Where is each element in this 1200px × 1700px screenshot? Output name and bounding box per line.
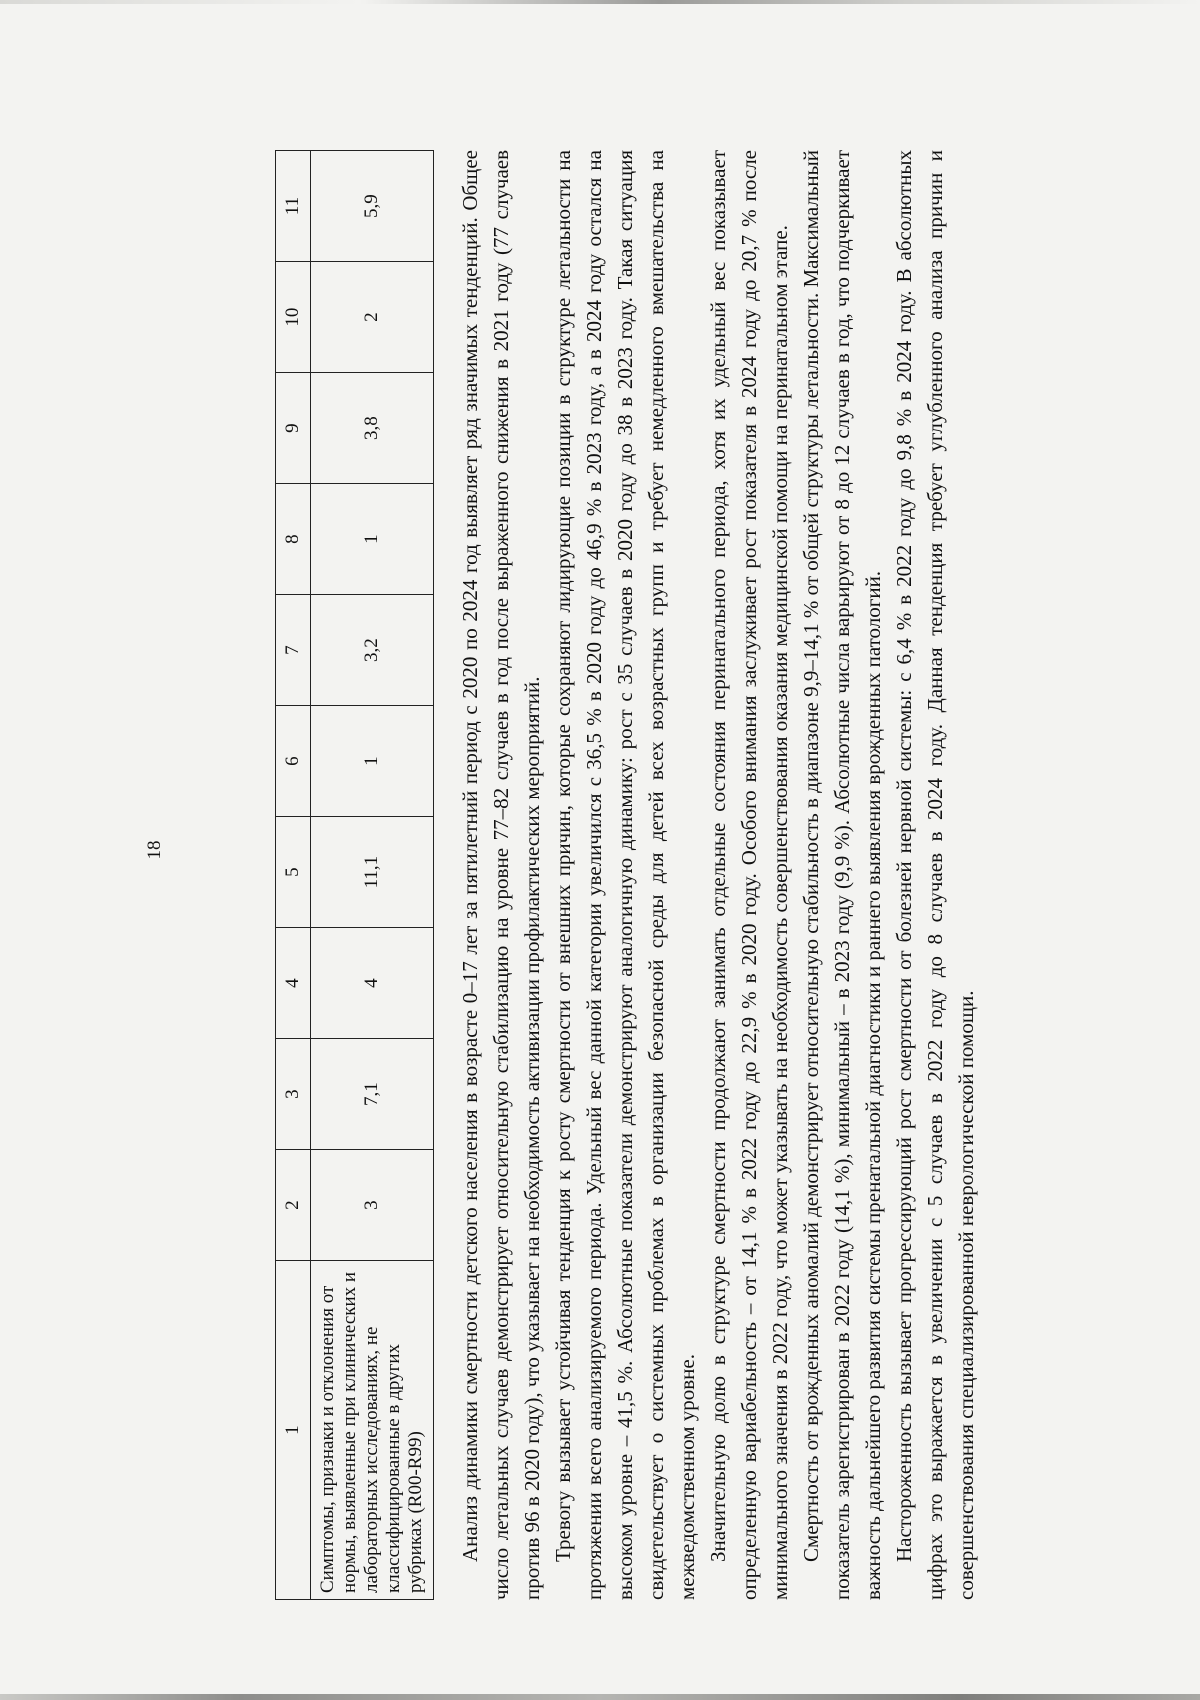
row-label-cell: Симптомы, признаки и отклонения от нормы, выявленные при клинических и лабораторных исследованиях, не классифицированные в других рубриках (R00-R99) bbox=[311, 1261, 434, 1600]
table-header-cell: 10 bbox=[276, 262, 311, 373]
table-header-cell: 5 bbox=[276, 817, 311, 928]
table-cell: 1 bbox=[311, 706, 434, 817]
scan-edge-bottom bbox=[0, 1694, 1200, 1700]
mortality-table bbox=[275, 150, 434, 1600]
table-header-cell: 8 bbox=[276, 484, 311, 595]
table-cell: 4 bbox=[311, 928, 434, 1039]
body-text bbox=[455, 150, 982, 1600]
scan-edge-top bbox=[0, 0, 1200, 4]
rotated-page bbox=[100, 100, 1100, 1600]
table-header-cell: 7 bbox=[276, 595, 311, 706]
table-cell: 1 bbox=[311, 484, 434, 595]
page-number: 18 bbox=[144, 840, 165, 860]
table-header-cell: 11 bbox=[276, 151, 311, 262]
table-header-cell: 2 bbox=[276, 1150, 311, 1261]
table-header-cell: 3 bbox=[276, 1039, 311, 1150]
table-cell: 3 bbox=[311, 1150, 434, 1261]
table-cell: 11,1 bbox=[311, 817, 434, 928]
table-cell: 7,1 bbox=[311, 1039, 434, 1150]
paragraph: Тревогу вызывает устойчивая тенденция к росту смертности от внешних причин, которые сохраняют лидирующие позиции в структуре летальности на протяжении всего анализируемого периода. Удельный вес данной категории увеличился с 36,5 % в 2020 году до 46,9 % в 2023 году, а в 2024 году остался на высоком уровне – 41,5 %. Абсолютные показатели демонстрируют аналогичную динамику: рост с 35 случаев в 2020 году до 38 в 2023 году. Такая ситуация свидетельствует о системных проблемах в организации безопасной среды для детей всех возрастных групп и требует немедленного вмешательства на межведомственном уровне. bbox=[551, 150, 699, 1600]
table-cell: 2 bbox=[311, 262, 434, 373]
table-cell: 5,9 bbox=[311, 151, 434, 262]
table-header-row bbox=[276, 151, 311, 1600]
table-cell: 3,8 bbox=[311, 373, 434, 484]
table-header-cell: 9 bbox=[276, 373, 311, 484]
paragraph: Анализ динамики смертности детского населения в возрасте 0–17 лет за пятилетний период с 2020 по 2024 год выявляет ряд значимых тенденций. Общее число летальных случаев демонстрирует относительную стабилизацию на уровне 77–82 случаев в год после выраженного снижения в 2021 году (77 случаев против 96 в 2020 году), что указывает на необходимость активизации профилактических мероприятий. bbox=[458, 150, 544, 1600]
paragraph: Смертность от врожденных аномалий демонстрирует относительную стабильность в диапазоне 9,9–14,1 % от общей структуры летальности. Максимальный показатель зарегистрирован в 2022 году (14,1 %), минимальный – в 2023 году (9,9 %). Абсолютные числа варьируют от 8 до 12 случаев в год, что подчеркивает важность дальнейшего развития системы пренатальной диагностики и раннего выявления врожденных патологий. bbox=[799, 150, 885, 1600]
table-header-cell: 6 bbox=[276, 706, 311, 817]
table-row bbox=[311, 151, 434, 1600]
table-cell: 3,2 bbox=[311, 595, 434, 706]
table-header-cell: 4 bbox=[276, 928, 311, 1039]
paragraph: Настороженность вызывает прогрессирующий рост смертности от болезней нервной системы: с 6,4 % в 2022 году до 9,8 % в 2024 году. В абсолютных цифрах это выражается в увеличении с 5 случаев в 2022 году до 8 случаев в 2024 году. Данная тенденция требует углубленного анализа причин и совершенствования специализированной неврологической помощи. bbox=[892, 150, 978, 1600]
paragraph: Значительную долю в структуре смертности продолжают занимать отдельные состояния перинатального периода, хотя их удельный вес показывает определенную вариабельность – от 14,1 % в 2022 году до 22,9 % в 2020 году. Особого внимания заслуживает рост показателя в 2024 году до 20,7 % после минимального значения в 2022 году, что может указывать на необходимость совершенствования оказания медицинской помощи на перинатальном этапе. bbox=[706, 150, 792, 1600]
table-header-cell: 1 bbox=[276, 1261, 311, 1600]
